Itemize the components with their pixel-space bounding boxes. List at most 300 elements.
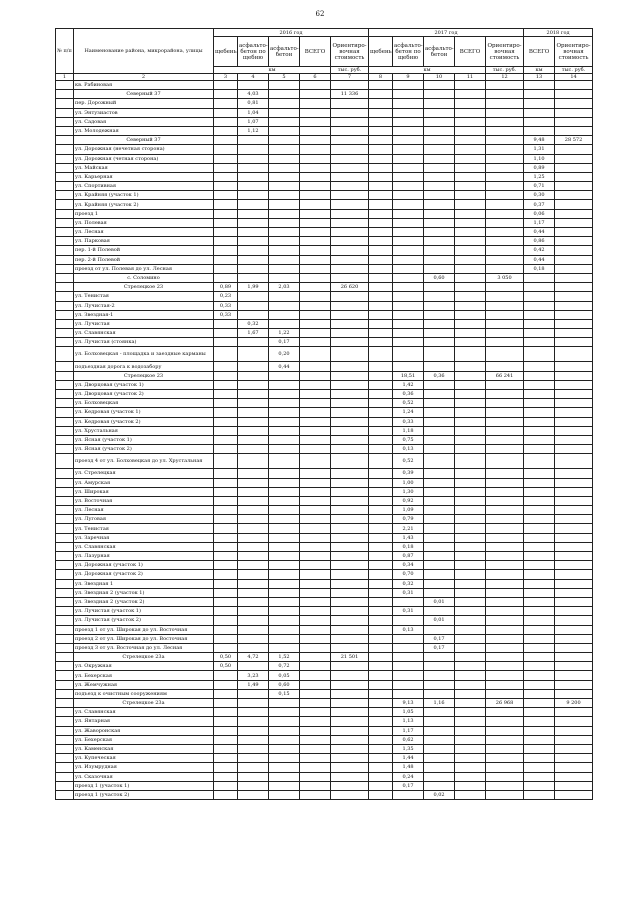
value-cell	[238, 469, 269, 478]
value-cell: 0,75	[393, 435, 424, 444]
street-name-cell: кв. Рабиновая	[74, 81, 214, 90]
value-cell	[524, 708, 555, 717]
value-cell	[555, 506, 593, 515]
table-row	[56, 680, 593, 689]
value-cell	[424, 487, 455, 496]
value-cell	[331, 616, 369, 625]
value-cell	[486, 136, 524, 145]
value-cell	[524, 616, 555, 625]
value-cell	[300, 763, 331, 772]
street-name-cell: Северный 37	[74, 90, 214, 99]
value-cell	[369, 329, 393, 338]
value-cell	[393, 228, 424, 237]
value-cell	[486, 570, 524, 579]
value-cell: 0,37	[524, 200, 555, 209]
value-cell: 0,20	[269, 347, 300, 362]
value-cell	[214, 163, 238, 172]
value-cell: 0,17	[393, 781, 424, 790]
value-cell	[214, 588, 238, 597]
value-cell	[331, 117, 369, 126]
value-cell	[238, 552, 269, 561]
value-cell	[424, 417, 455, 426]
value-cell	[393, 126, 424, 135]
value-cell	[393, 108, 424, 117]
value-cell	[393, 653, 424, 662]
value-cell	[393, 117, 424, 126]
street-name-cell: ул. Энтузиастов	[74, 108, 214, 117]
value-cell	[369, 200, 393, 209]
value-cell	[393, 255, 424, 264]
value-cell: 0,13	[393, 445, 424, 454]
value-cell	[238, 726, 269, 735]
value-cell	[269, 524, 300, 533]
value-cell	[555, 310, 593, 319]
value-cell	[269, 209, 300, 218]
value-cell	[486, 200, 524, 209]
value-cell	[369, 506, 393, 515]
value-cell	[455, 625, 486, 634]
column-number: 13	[524, 74, 555, 81]
value-cell	[369, 579, 393, 588]
value-cell	[300, 662, 331, 671]
value-cell	[269, 435, 300, 444]
value-cell	[300, 182, 331, 191]
value-cell: 1,25	[524, 172, 555, 181]
table-row	[56, 772, 593, 781]
value-cell	[214, 209, 238, 218]
value-cell	[214, 264, 238, 273]
value-cell	[238, 478, 269, 487]
table-row	[56, 237, 593, 246]
value-cell	[56, 616, 74, 625]
value-cell	[369, 524, 393, 533]
street-name-cell: ул. Лесная	[74, 228, 214, 237]
value-cell	[269, 478, 300, 487]
value-cell	[555, 552, 593, 561]
street-name-cell: ул. Болховецкая	[74, 399, 214, 408]
value-cell	[331, 380, 369, 389]
value-cell	[56, 237, 74, 246]
value-cell	[455, 506, 486, 515]
value-cell	[269, 469, 300, 478]
value-cell: 0,18	[393, 542, 424, 551]
table-row	[56, 726, 593, 735]
value-cell	[214, 319, 238, 328]
value-cell	[300, 136, 331, 145]
value-cell	[238, 417, 269, 426]
value-cell	[486, 218, 524, 227]
street-name-cell: проезд от ул. Полевая до ул. Лесная	[74, 264, 214, 273]
value-cell	[486, 154, 524, 163]
street-name-cell: ул. Купеческая	[74, 754, 214, 763]
value-cell	[424, 380, 455, 389]
value-cell: 0,34	[393, 561, 424, 570]
value-cell: 1,22	[269, 329, 300, 338]
value-cell	[300, 772, 331, 781]
value-cell	[486, 237, 524, 246]
value-cell	[238, 399, 269, 408]
value-cell	[56, 772, 74, 781]
value-cell	[56, 218, 74, 227]
value-cell: 0,24	[393, 772, 424, 781]
table-row	[56, 301, 593, 310]
value-cell	[524, 117, 555, 126]
street-name-cell: ул. Каменская	[74, 744, 214, 753]
value-cell	[555, 735, 593, 744]
value-cell	[214, 616, 238, 625]
value-cell	[555, 200, 593, 209]
value-cell: 0,44	[269, 362, 300, 371]
table-row	[56, 435, 593, 444]
column-number: 14	[555, 74, 593, 81]
header-2017-asphalt: асфальто-бетон	[424, 37, 455, 67]
value-cell	[331, 246, 369, 255]
value-cell	[486, 625, 524, 634]
value-cell	[238, 246, 269, 255]
value-cell: 0,79	[393, 515, 424, 524]
table-row	[56, 200, 593, 209]
value-cell	[486, 552, 524, 561]
value-cell	[238, 209, 269, 218]
table-row	[56, 81, 593, 90]
value-cell	[486, 99, 524, 108]
value-cell	[486, 81, 524, 90]
value-cell	[214, 708, 238, 717]
street-name-cell: ул. Ясная (участок 1)	[74, 435, 214, 444]
value-cell	[524, 607, 555, 616]
value-cell	[555, 218, 593, 227]
value-cell	[555, 338, 593, 347]
value-cell	[269, 616, 300, 625]
column-number: 4	[238, 74, 269, 81]
value-cell	[269, 542, 300, 551]
value-cell	[238, 524, 269, 533]
value-cell	[486, 163, 524, 172]
value-cell: 0,33	[214, 310, 238, 319]
value-cell	[455, 579, 486, 588]
header-unit-rub-2017: тыс. руб.	[486, 67, 524, 74]
value-cell	[300, 689, 331, 698]
value-cell	[369, 417, 393, 426]
street-name-cell: ул. Изумрудная	[74, 763, 214, 772]
header-year-2016: 2016 год	[214, 29, 369, 37]
value-cell	[369, 362, 393, 371]
value-cell	[269, 246, 300, 255]
value-cell	[455, 380, 486, 389]
value-cell	[300, 301, 331, 310]
table-row	[56, 708, 593, 717]
value-cell	[486, 487, 524, 496]
value-cell	[269, 417, 300, 426]
value-cell	[524, 417, 555, 426]
value-cell	[300, 744, 331, 753]
value-cell	[524, 717, 555, 726]
value-cell	[455, 426, 486, 435]
value-cell	[331, 524, 369, 533]
value-cell	[300, 154, 331, 163]
value-cell	[269, 255, 300, 264]
street-name-cell: проезд 1 (участок 2)	[74, 790, 214, 799]
column-number: 5	[269, 74, 300, 81]
value-cell	[214, 390, 238, 399]
value-cell	[524, 689, 555, 698]
street-name-cell: ул. Тенистая	[74, 524, 214, 533]
value-cell	[524, 435, 555, 444]
value-cell	[300, 90, 331, 99]
value-cell	[300, 487, 331, 496]
value-cell	[331, 717, 369, 726]
value-cell	[331, 108, 369, 117]
value-cell	[238, 625, 269, 634]
value-cell	[269, 99, 300, 108]
value-cell	[424, 347, 455, 362]
value-cell: 1,52	[269, 653, 300, 662]
value-cell	[455, 435, 486, 444]
value-cell	[238, 338, 269, 347]
table-row	[56, 552, 593, 561]
value-cell	[214, 506, 238, 515]
table-row	[56, 533, 593, 542]
value-cell	[555, 478, 593, 487]
value-cell	[424, 390, 455, 399]
value-cell	[455, 478, 486, 487]
value-cell	[56, 763, 74, 772]
value-cell	[393, 319, 424, 328]
value-cell: 1,35	[393, 744, 424, 753]
value-cell	[56, 283, 74, 292]
value-cell	[269, 371, 300, 380]
value-cell	[369, 301, 393, 310]
value-cell	[486, 607, 524, 616]
value-cell	[424, 408, 455, 417]
value-cell	[331, 408, 369, 417]
value-cell	[300, 163, 331, 172]
value-cell	[269, 708, 300, 717]
header-year-2018: 2018 год	[524, 29, 593, 37]
value-cell	[555, 533, 593, 542]
value-cell	[524, 699, 555, 708]
value-cell	[555, 264, 593, 273]
street-name-cell: проезд 1 (участок 1)	[74, 781, 214, 790]
header-year-2017: 2017 год	[369, 29, 524, 37]
table-row	[56, 319, 593, 328]
value-cell	[269, 81, 300, 90]
value-cell	[300, 172, 331, 181]
value-cell	[393, 597, 424, 606]
value-cell	[555, 496, 593, 505]
value-cell	[214, 763, 238, 772]
table-row	[56, 117, 593, 126]
value-cell	[555, 708, 593, 717]
value-cell	[424, 237, 455, 246]
value-cell	[331, 662, 369, 671]
value-cell: 0,01	[424, 616, 455, 625]
value-cell	[300, 292, 331, 301]
value-cell	[524, 496, 555, 505]
value-cell	[524, 735, 555, 744]
value-cell	[300, 273, 331, 282]
value-cell	[214, 182, 238, 191]
value-cell	[214, 689, 238, 698]
value-cell	[269, 408, 300, 417]
value-cell	[269, 273, 300, 282]
value-cell	[214, 435, 238, 444]
value-cell	[331, 506, 369, 515]
value-cell	[424, 579, 455, 588]
value-cell	[56, 163, 74, 172]
value-cell	[214, 136, 238, 145]
value-cell	[524, 310, 555, 319]
table-row	[56, 662, 593, 671]
value-cell	[331, 347, 369, 362]
value-cell	[56, 781, 74, 790]
value-cell	[555, 99, 593, 108]
value-cell: 66 241	[486, 371, 524, 380]
value-cell	[238, 301, 269, 310]
street-name-cell: ул. Карьерная	[74, 172, 214, 181]
value-cell	[555, 126, 593, 135]
value-cell	[555, 301, 593, 310]
value-cell	[424, 310, 455, 319]
value-cell	[393, 209, 424, 218]
value-cell	[369, 390, 393, 399]
value-cell	[238, 634, 269, 643]
header-2016-asphalt: асфальто-бетон	[269, 37, 300, 67]
value-cell	[56, 588, 74, 597]
value-cell	[555, 237, 593, 246]
value-cell	[56, 445, 74, 454]
value-cell	[269, 506, 300, 515]
value-cell	[369, 616, 393, 625]
value-cell	[300, 653, 331, 662]
value-cell	[486, 744, 524, 753]
street-name-cell: ул. Лучистая (участок 1)	[74, 607, 214, 616]
value-cell	[56, 671, 74, 680]
value-cell	[369, 408, 393, 417]
value-cell	[300, 790, 331, 799]
value-cell: 0,18	[524, 264, 555, 273]
value-cell	[369, 283, 393, 292]
value-cell	[300, 506, 331, 515]
value-cell	[486, 283, 524, 292]
value-cell: 1,07	[238, 117, 269, 126]
value-cell	[424, 625, 455, 634]
value-cell	[486, 319, 524, 328]
table-row	[56, 426, 593, 435]
value-cell	[331, 126, 369, 135]
value-cell	[238, 228, 269, 237]
value-cell	[486, 671, 524, 680]
value-cell: 21 501	[331, 653, 369, 662]
value-cell	[214, 126, 238, 135]
value-cell	[56, 209, 74, 218]
value-cell	[486, 209, 524, 218]
value-cell	[455, 735, 486, 744]
value-cell	[424, 117, 455, 126]
value-cell	[424, 264, 455, 273]
table-row	[56, 182, 593, 191]
value-cell	[455, 338, 486, 347]
value-cell	[214, 552, 238, 561]
value-cell	[56, 561, 74, 570]
value-cell	[238, 172, 269, 181]
value-cell	[331, 228, 369, 237]
value-cell	[555, 145, 593, 154]
table-row	[56, 264, 593, 273]
value-cell	[331, 99, 369, 108]
table-row	[56, 380, 593, 389]
value-cell	[424, 209, 455, 218]
value-cell	[269, 163, 300, 172]
value-cell	[393, 347, 424, 362]
value-cell	[524, 126, 555, 135]
value-cell	[300, 435, 331, 444]
value-cell: 0,06	[524, 209, 555, 218]
value-cell	[455, 689, 486, 698]
street-name-cell: ул. Молодежная	[74, 126, 214, 135]
value-cell	[269, 380, 300, 389]
value-cell	[369, 689, 393, 698]
value-cell	[455, 708, 486, 717]
value-cell	[455, 200, 486, 209]
value-cell	[269, 228, 300, 237]
value-cell	[56, 542, 74, 551]
value-cell	[524, 726, 555, 735]
value-cell	[424, 218, 455, 227]
value-cell	[56, 790, 74, 799]
value-cell	[455, 680, 486, 689]
value-cell	[486, 390, 524, 399]
value-cell	[555, 292, 593, 301]
value-cell	[214, 426, 238, 435]
value-cell	[393, 671, 424, 680]
value-cell	[331, 154, 369, 163]
value-cell	[300, 228, 331, 237]
value-cell	[524, 292, 555, 301]
value-cell	[524, 371, 555, 380]
value-cell	[238, 200, 269, 209]
value-cell	[486, 496, 524, 505]
value-cell	[369, 255, 393, 264]
value-cell	[555, 319, 593, 328]
value-cell	[524, 301, 555, 310]
street-name-cell: Стрелецкое 23а	[74, 699, 214, 708]
value-cell	[331, 515, 369, 524]
table-row	[56, 191, 593, 200]
value-cell	[300, 408, 331, 417]
value-cell	[393, 154, 424, 163]
value-cell	[269, 90, 300, 99]
value-cell	[393, 662, 424, 671]
value-cell	[369, 552, 393, 561]
value-cell	[331, 371, 369, 380]
value-cell	[56, 255, 74, 264]
value-cell	[524, 319, 555, 328]
value-cell: 0,30	[524, 191, 555, 200]
value-cell	[369, 699, 393, 708]
value-cell	[331, 136, 369, 145]
value-cell	[238, 237, 269, 246]
value-cell	[331, 362, 369, 371]
value-cell	[369, 478, 393, 487]
value-cell	[455, 136, 486, 145]
value-cell	[486, 597, 524, 606]
value-cell	[486, 478, 524, 487]
value-cell	[238, 689, 269, 698]
value-cell	[56, 126, 74, 135]
value-cell	[524, 487, 555, 496]
value-cell	[300, 524, 331, 533]
